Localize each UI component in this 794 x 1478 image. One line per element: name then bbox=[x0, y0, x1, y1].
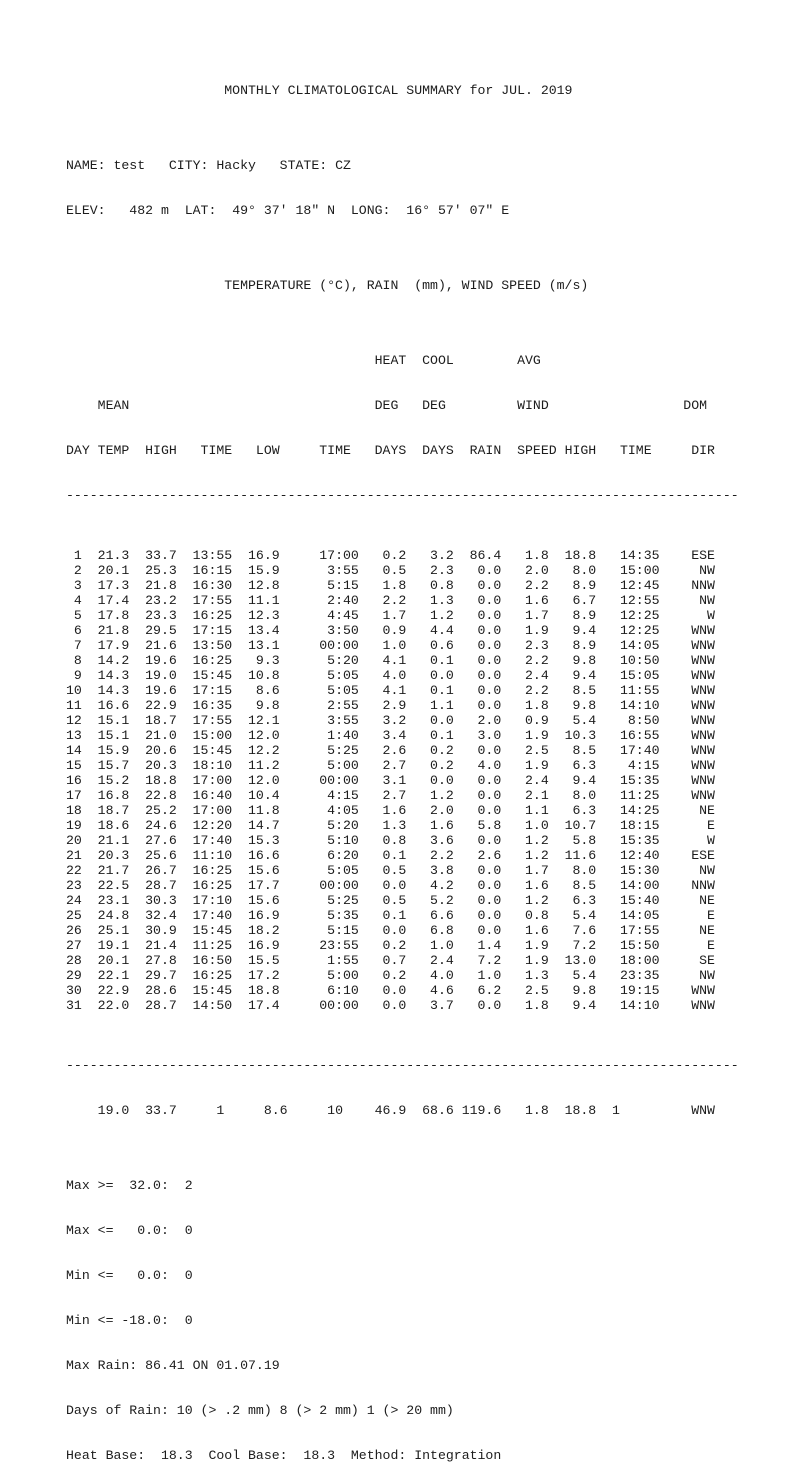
table-row-day-31: 31 22.0 28.7 14:50 17.4 00:00 0.0 3.7 0.0 1.8 9.4 14:10 WNW bbox=[66, 998, 715, 1013]
table-row-day-11: 11 16.6 22.9 16:35 9.8 2:55 2.9 1.1 0.0 1.8 9.8 14:10 WNW bbox=[66, 698, 715, 713]
station-info-line-2: ELEV: 482 m LAT: 49° 37' 18" N LONG: 16° 57' 07" E bbox=[66, 203, 510, 218]
footer-max-le-0: Max <= 0.0: 0 bbox=[66, 1223, 193, 1238]
table-body bbox=[66, 548, 794, 1013]
table-row-day-16: 16 15.2 18.8 17:00 12.0 00:00 3.1 0.0 0.0 2.4 9.4 15:35 WNW bbox=[66, 773, 715, 788]
table-row-day-28: 28 20.1 27.8 16:50 15.5 1:55 0.7 2.4 7.2 1.9 13.0 18:00 SE bbox=[66, 953, 715, 968]
footer-days-of-rain: Days of Rain: 10 (> .2 mm) 8 (> 2 mm) 1 (> 20 mm) bbox=[66, 1403, 454, 1418]
footer-max-ge-32: Max >= 32.0: 2 bbox=[66, 1178, 193, 1193]
table-row-day-5: 5 17.8 23.3 16:25 12.3 4:45 1.7 1.2 0.0 1.7 8.9 12:25 W bbox=[66, 608, 715, 623]
footer-min-le-neg18: Min <= -18.0: 0 bbox=[66, 1313, 193, 1328]
table-row-day-3: 3 17.3 21.8 16:30 12.8 5:15 1.8 0.8 0.0 2.2 8.9 12:45 NNW bbox=[66, 578, 715, 593]
footer-heat-cool-base: Heat Base: 18.3 Cool Base: 18.3 Method: Integration bbox=[66, 1448, 502, 1463]
table-row-day-4: 4 17.4 23.2 17:55 11.1 2:40 2.2 1.3 0.0 1.6 6.7 12:55 NW bbox=[66, 593, 715, 608]
report-title: MONTHLY CLIMATOLOGICAL SUMMARY for JUL. 2019 bbox=[224, 83, 573, 98]
footer-max-rain: Max Rain: 86.41 ON 01.07.19 bbox=[66, 1358, 280, 1373]
table-row-day-9: 9 14.3 19.0 15:45 10.8 5:05 4.0 0.0 0.0 2.4 9.4 15:05 WNW bbox=[66, 668, 715, 683]
table-row-day-10: 10 14.3 19.6 17:15 8.6 5:05 4.1 0.1 0.0 2.2 8.5 11:55 WNW bbox=[66, 683, 715, 698]
table-row-day-26: 26 25.1 30.9 15:45 18.2 5:15 0.0 6.8 0.0 1.6 7.6 17:55 NE bbox=[66, 923, 715, 938]
table-row-day-21: 21 20.3 25.6 11:10 16.6 6:20 0.1 2.2 2.6 1.2 11.6 12:40 ESE bbox=[66, 848, 715, 863]
table-row-day-6: 6 21.8 29.5 17:15 13.4 3:50 0.9 4.4 0.0 1.9 9.4 12:25 WNW bbox=[66, 623, 715, 638]
table-row-day-20: 20 21.1 27.6 17:40 15.3 5:10 0.8 3.6 0.0 1.2 5.8 15:35 W bbox=[66, 833, 715, 848]
station-info-line-1: NAME: test CITY: Hacky STATE: CZ bbox=[66, 158, 351, 173]
table-separator-top: ------------------------------------------------------------------------------------- bbox=[66, 488, 739, 503]
table-header-line-1: HEAT COOL AVG bbox=[66, 353, 541, 368]
table-row-day-2: 2 20.1 25.3 16:15 15.9 3:55 0.5 2.3 0.0 2.0 8.0 15:00 NW bbox=[66, 563, 715, 578]
table-row-day-15: 15 15.7 20.3 18:10 11.2 5:00 2.7 0.2 4.0 1.9 6.3 4:15 WNW bbox=[66, 758, 715, 773]
table-row-day-1: 1 21.3 33.7 13:55 16.9 17:00 0.2 3.2 86.4 1.8 18.8 14:35 ESE bbox=[66, 548, 715, 563]
table-row-day-19: 19 18.6 24.6 12:20 14.7 5:20 1.3 1.6 5.8 1.0 10.7 18:15 E bbox=[66, 818, 715, 833]
table-row-day-17: 17 16.8 22.8 16:40 10.4 4:15 2.7 1.2 0.0 2.1 8.0 11:25 WNW bbox=[66, 788, 715, 803]
table-row-day-7: 7 17.9 21.6 13:50 13.1 00:00 1.0 0.6 0.0 2.3 8.9 14:05 WNW bbox=[66, 638, 715, 653]
table-row-day-27: 27 19.1 21.4 11:25 16.9 23:55 0.2 1.0 1.4 1.9 7.2 15:50 E bbox=[66, 938, 715, 953]
table-header-line-3: DAY TEMP HIGH TIME LOW TIME DAYS DAYS RAIN SPEED HIGH TIME DIR bbox=[66, 443, 715, 458]
table-row-day-18: 18 18.7 25.2 17:00 11.8 4:05 1.6 2.0 0.0 1.1 6.3 14:25 NE bbox=[66, 803, 715, 818]
table-row-day-24: 24 23.1 30.3 17:10 15.6 5:25 0.5 5.2 0.0 1.2 6.3 15:40 NE bbox=[66, 893, 715, 908]
table-header-line-2: MEAN DEG DEG WIND DOM bbox=[66, 398, 708, 413]
table-row-day-8: 8 14.2 19.6 16:25 9.3 5:20 4.1 0.1 0.0 2.2 9.8 10:50 WNW bbox=[66, 653, 715, 668]
table-row-day-25: 25 24.8 32.4 17:40 16.9 5:35 0.1 6.6 0.0 0.8 5.4 14:05 E bbox=[66, 908, 715, 923]
table-summary-row: 19.0 33.7 1 8.6 10 46.9 68.6 119.6 1.8 18.8 1 WNW bbox=[66, 1103, 715, 1118]
units-line: TEMPERATURE (°C), RAIN (mm), WIND SPEED (m/s) bbox=[224, 278, 589, 293]
table-row-day-22: 22 21.7 26.7 16:25 15.6 5:05 0.5 3.8 0.0 1.7 8.0 15:30 NW bbox=[66, 863, 715, 878]
table-row-day-23: 23 22.5 28.7 16:25 17.7 00:00 0.0 4.2 0.0 1.6 8.5 14:00 NNW bbox=[66, 878, 715, 893]
table-separator-bottom: ------------------------------------------------------------------------------------- bbox=[66, 1058, 739, 1073]
table-row-day-12: 12 15.1 18.7 17:55 12.1 3:55 3.2 0.0 2.0 0.9 5.4 8:50 WNW bbox=[66, 713, 715, 728]
table-row-day-30: 30 22.9 28.6 15:45 18.8 6:10 0.0 4.6 6.2 2.5 9.8 19:15 WNW bbox=[66, 983, 715, 998]
table-row-day-13: 13 15.1 21.0 15:00 12.0 1:40 3.4 0.1 3.0 1.9 10.3 16:55 WNW bbox=[66, 728, 715, 743]
table-row-day-29: 29 22.1 29.7 16:25 17.2 5:00 0.2 4.0 1.0 1.3 5.4 23:35 NW bbox=[66, 968, 715, 983]
footer-min-le-0: Min <= 0.0: 0 bbox=[66, 1268, 193, 1283]
table-row-day-14: 14 15.9 20.6 15:45 12.2 5:25 2.6 0.2 0.0 2.5 8.5 17:40 WNW bbox=[66, 743, 715, 758]
